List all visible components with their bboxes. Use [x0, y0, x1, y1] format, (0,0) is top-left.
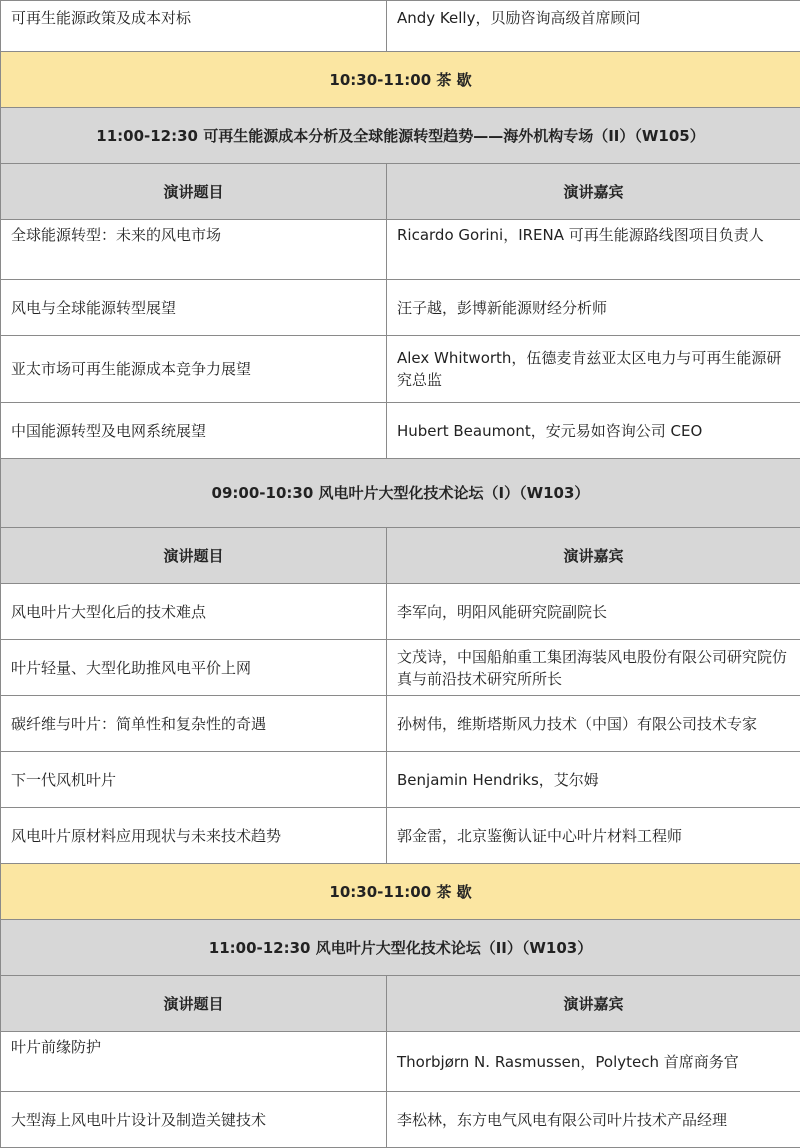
speaker-cell: 文茂诗，中国船舶重工集团海装风电股份有限公司研究院仿真与前沿技术研究所所长 [387, 640, 800, 696]
header-topic: 演讲题目 [1, 164, 387, 220]
table-row [1, 1092, 800, 1148]
table-row [1, 280, 800, 336]
header-speaker: 演讲嘉宾 [387, 164, 800, 220]
session-title: 09:00-10:30 风电叶片大型化技术论坛（I）（W103） [1, 459, 800, 528]
header-speaker: 演讲嘉宾 [387, 528, 800, 584]
speaker-cell: 李松林，东方电气风电有限公司叶片技术产品经理 [387, 1092, 800, 1148]
speaker-cell: Andy Kelly，贝励咨询高级首席顾问 [387, 1, 800, 52]
topic-cell: 风电叶片原材料应用现状与未来技术趋势 [1, 808, 387, 864]
tea-break-row [1, 52, 800, 108]
table-header-row [1, 976, 800, 1032]
session-title-row [1, 108, 800, 164]
topic-cell: 亚太市场可再生能源成本竞争力展望 [1, 336, 387, 403]
table-row [1, 752, 800, 808]
header-speaker: 演讲嘉宾 [387, 976, 800, 1032]
table-row [1, 1032, 800, 1092]
topic-cell: 全球能源转型：未来的风电市场 [1, 220, 387, 280]
topic-cell: 叶片前缘防护 [1, 1032, 387, 1092]
speaker-cell: Ricardo Gorini，IRENA 可再生能源路线图项目负责人 [387, 220, 800, 280]
header-topic: 演讲题目 [1, 528, 387, 584]
topic-cell: 可再生能源政策及成本对标 [1, 1, 387, 52]
topic-cell: 风电与全球能源转型展望 [1, 280, 387, 336]
table-row [1, 640, 800, 696]
topic-cell: 碳纤维与叶片：简单性和复杂性的奇遇 [1, 696, 387, 752]
topic-cell: 大型海上风电叶片设计及制造关键技术 [1, 1092, 387, 1148]
session-title-row [1, 459, 800, 528]
table-row [1, 220, 800, 280]
session-title: 11:00-12:30 可再生能源成本分析及全球能源转型趋势——海外机构专场（II）（W105） [1, 108, 800, 164]
table-row [1, 403, 800, 459]
speaker-cell: Alex Whitworth，伍德麦肯兹亚太区电力与可再生能源研究总监 [387, 336, 800, 403]
speaker-cell: Thorbjørn N. Rasmussen，Polytech 首席商务官 [387, 1032, 800, 1092]
session-title: 11:00-12:30 风电叶片大型化技术论坛（II）（W103） [1, 920, 800, 976]
tea-break-label: 10:30-11:00 茶 歇 [1, 52, 800, 108]
speaker-cell: 李军向，明阳风能研究院副院长 [387, 584, 800, 640]
table-row [1, 1, 800, 52]
speaker-cell: 孙树伟，维斯塔斯风力技术（中国）有限公司技术专家 [387, 696, 800, 752]
topic-cell: 中国能源转型及电网系统展望 [1, 403, 387, 459]
header-topic: 演讲题目 [1, 976, 387, 1032]
table-header-row [1, 528, 800, 584]
topic-cell: 叶片轻量、大型化助推风电平价上网 [1, 640, 387, 696]
table-row [1, 808, 800, 864]
speaker-cell: 汪子越，彭博新能源财经分析师 [387, 280, 800, 336]
tea-break-label: 10:30-11:00 茶 歇 [1, 864, 800, 920]
topic-cell: 风电叶片大型化后的技术难点 [1, 584, 387, 640]
tea-break-row [1, 864, 800, 920]
speaker-cell: Benjamin Hendriks，艾尔姆 [387, 752, 800, 808]
table-row [1, 696, 800, 752]
session-title-row [1, 920, 800, 976]
speaker-cell: Hubert Beaumont，安元易如咨询公司 CEO [387, 403, 800, 459]
table-row [1, 584, 800, 640]
topic-cell: 下一代风机叶片 [1, 752, 387, 808]
speaker-cell: 郭金雷，北京鉴衡认证中心叶片材料工程师 [387, 808, 800, 864]
table-header-row [1, 164, 800, 220]
table-row [1, 336, 800, 403]
